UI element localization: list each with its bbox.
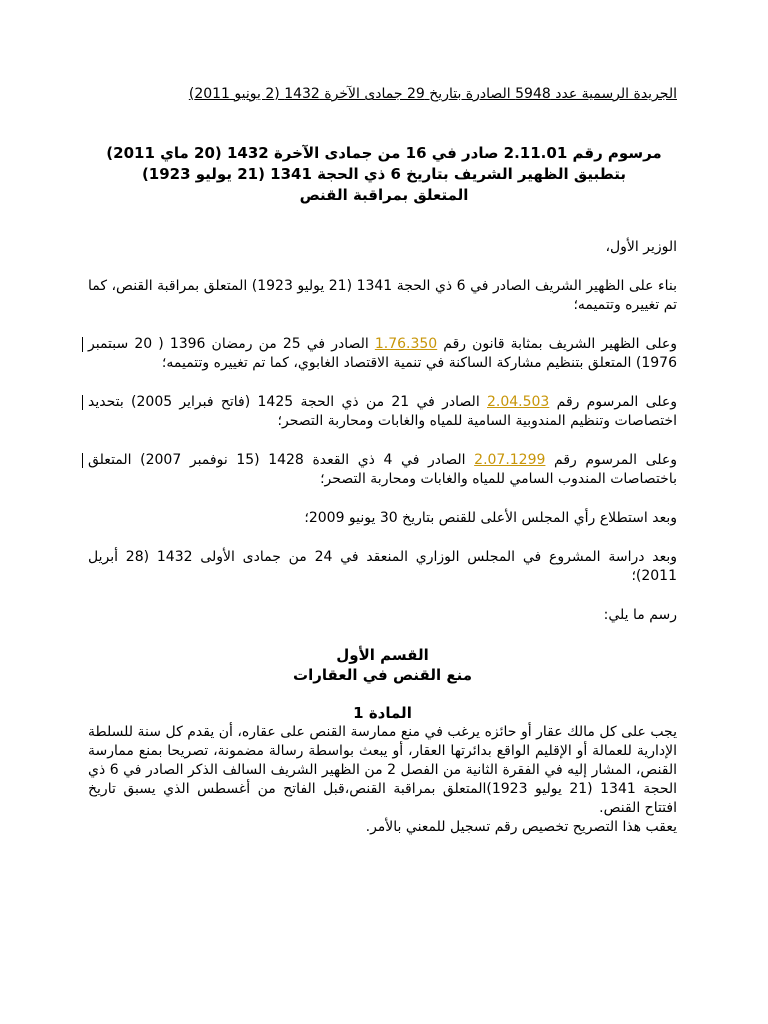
decree-reference-link[interactable]: 2.04.503 [487, 394, 550, 410]
preamble-paragraph-3: وعلى المرسوم رقم 2.04.503 الصادر في 21 من ذي الحجة 1425 (فاتح فبراير 2005) بتحديد اختصاصات وتنظيم المندوبية السامية للمياه والغابات ومحاربة التصحر؛ [88, 393, 677, 431]
decree-title-line-2: بتطبيق الظهير الشريف بتاريخ 6 ذي الحجة 1341 (21 يوليو 1923) [141, 165, 627, 183]
section-title: القسم الأول [336, 646, 429, 664]
decree-title [88, 143, 680, 206]
preamble-paragraph-4: وعلى المرسوم رقم 2.07.1299 الصادر في 4 ذي القعدة 1428 (15 نوفمبر 2007) المتعلق باختصاصات المندوب السامي للمياه والغابات ومحاربة التصحر؛ [88, 451, 677, 489]
document-body [88, 238, 677, 837]
minister-heading: الوزير الأول، [605, 239, 677, 255]
revision-bar [82, 395, 83, 410]
section-subtitle: منع القنص في العقارات [293, 666, 472, 684]
gazette-reference: الجريدة الرسمية عدد 5948 الصادرة بتاريخ 29 جمادى الآخرة 1432 (2 يونيو 2011) [188, 86, 677, 102]
article-text-2: يعقب هذا التصريح تخصيص رقم تسجيل للمعني بالأمر. [365, 819, 677, 835]
preamble-paragraph-2: وعلى الظهير الشريف بمثابة قانون رقم 1.76.350 الصادر في 25 من رمضان 1396 ( 20 سبتمبر 1976) المتعلق بتنظيم مشاركة الساكنة في تنمية الاقتصاد الغابوي، كما تم تغييره وتتميمه؛ [88, 335, 677, 373]
preamble-paragraph-6: وبعد دراسة المشروع في المجلس الوزاري المنعقد في 24 من جمادى الأولى 1432 (28 أبريل 2011)؛ [88, 549, 678, 584]
decree-statement: رسم ما يلي: [603, 607, 677, 623]
article-text: يجب على كل مالك عقار أو حائزه يرغب في منع ممارسة القنص على عقاره، أن يقدم كل سنة للسلطة الإدارية للعمالة أو الإقليم الواقع بدائرتها العقار، أو يبعث بواسطة رسالة مضمونة، تصريحا بمنع ممارسة القنص، المشار إليه في الفقرة الثانية من الفصل 2 من الظهير الشريف السالف الذكر الصادر في 6 ذي الحجة 1341 (21 يوليو 1923)المتعلق بمراقبة القنص،قبل الفاتح من أغسطس الذي يسبق تاريخ افتتاح القنص. [88, 724, 678, 816]
section-heading [88, 645, 677, 685]
revision-bar [82, 453, 83, 468]
preamble-paragraph-1: بناء على الظهير الشريف الصادر في 6 ذي الحجة 1341 (21 يوليو 1923) المتعلق بمراقبة القنص، كما تم تغييره وتتميمه؛ [88, 278, 678, 313]
decree-title-line-1: مرسوم رقم 2.11.01 صادر في 16 من جمادى الآخرة 1432 (20 ماي 2011) [106, 144, 662, 162]
decree-reference-link[interactable]: 2.07.1299 [474, 452, 546, 468]
preamble-paragraph-5: وبعد استطلاع رأي المجلس الأعلى للقنص بتاريخ 30 يونيو 2009؛ [304, 510, 677, 526]
revision-bar [82, 337, 83, 352]
law-reference-link[interactable]: 1.76.350 [374, 336, 438, 352]
decree-title-line-3: المتعلق بمراقبة القنص [299, 186, 469, 204]
article-title: المادة 1 [353, 704, 412, 722]
